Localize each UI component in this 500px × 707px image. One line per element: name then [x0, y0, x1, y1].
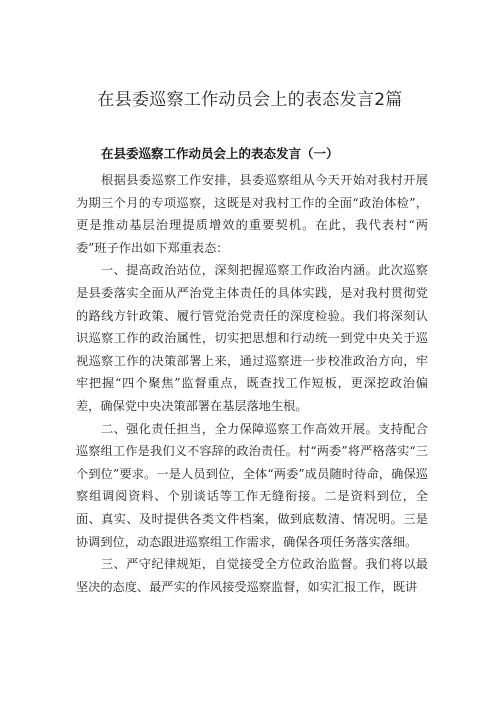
document-body — [76, 143, 428, 598]
paragraph-point-two: 二、强化责任担当，全力保障巡察工作高效开展。支持配合巡察组工作是我们义不容辞的政治责任。村“两委”将严格落实“三个到位”要求。一是人员到位，全体“两委”成员随时待命，确保巡察组调阅资料、个别谈话等工作无缝衔接。二是资料到位，全面、真实、及时提供各类文件档案，做到底数清、情况明。三是协调到位，动态跟进巡察组工作需求，确保各项任务落实落细。 — [76, 421, 428, 549]
paragraph-point-one: 一、提高政治站位，深刻把握巡察工作政治内涵。此次巡察是县委落实全面从严治党主体责任的具体实践，是对我村贯彻党的路线方针政策、履行管党治党责任的深度检验。我们将深刻认识巡察工作的政治属性，切实把思想和行动统一到党中央关于巡视巡察工作的决策部署上来，通过巡察进一步校准政治方向，牢牢把握“四个聚焦”监督重点，既查找工作短板，更深挖政治偏差，确保党中央决策部署在基层落地生根。 — [76, 263, 428, 413]
document-title: 在县委巡察工作动员会上的表态发言2篇 — [97, 90, 403, 110]
section-heading: 在县委巡察工作动员会上的表态发言（一） — [101, 146, 339, 161]
paragraph-point-three: 三、严守纪律规矩，自觉接受全方位政治监督。我们将以最坚决的态度、最严实的作风接受巡察监督，如实汇报工作，既讲 — [76, 557, 428, 594]
paragraph-intro: 根据县委巡察工作安排，县委巡察组从今天开始对我村开展为期三个月的专项巡察，这既是对我村工作的全面“政治体检”，更是推动基层治理提质增效的重要契机。在此，我代表村“两委”班子作出如下郑重表态： — [76, 173, 428, 255]
